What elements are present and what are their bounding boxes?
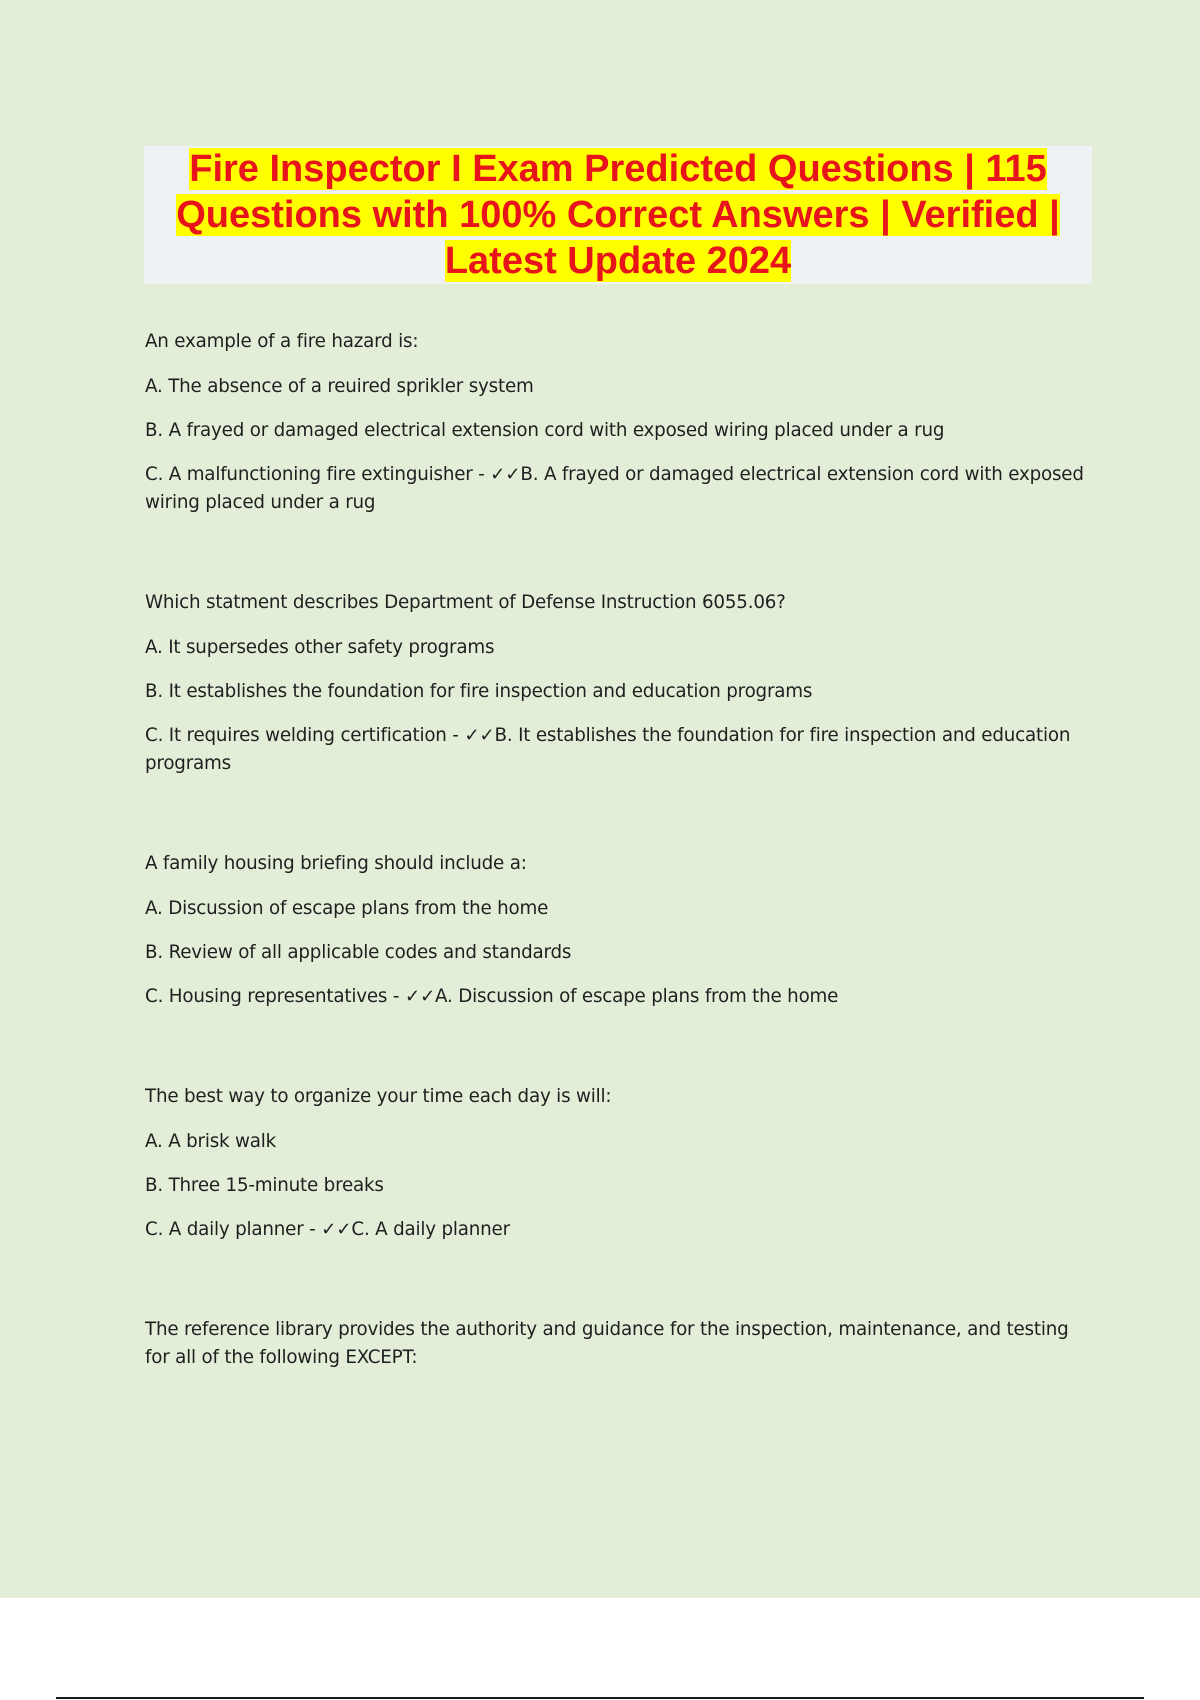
document-title [144, 146, 1092, 284]
answer-option-with-key: C. A daily planner - ✓✓C. A daily planner [145, 1219, 510, 1240]
question-stem: A family housing briefing should include a: [145, 853, 527, 874]
question-list [145, 328, 1095, 1444]
answer-option: B. Review of all applicable codes and standards [145, 942, 572, 963]
footer-divider [56, 1697, 1144, 1699]
title-line-1: Fire Inspector I Exam Predicted Questions | 115 [189, 148, 1047, 190]
question-stem: The reference library provides the authority and guidance for the inspection, maintenance, and testing for all of the following EXCEPT: [145, 1319, 1069, 1368]
question-stem: An example of a fire hazard is: [145, 331, 419, 352]
answer-option: A. It supersedes other safety programs [145, 637, 495, 658]
answer-option-with-key: C. It requires welding certification - ✓✓B. It establishes the foundation for fire inspection and education programs [145, 725, 1071, 774]
answer-option: B. A frayed or damaged electrical extension cord with exposed wiring placed under a rug [145, 420, 945, 441]
answer-option: A. The absence of a reuired sprikler system [145, 376, 534, 397]
answer-option: B. It establishes the foundation for fire inspection and education programs [145, 681, 813, 702]
answer-option: B. Three 15-minute breaks [145, 1175, 384, 1196]
question-block [145, 850, 1095, 1011]
question-stem: The best way to organize your time each day is will: [145, 1086, 612, 1107]
answer-option-with-key: C. Housing representatives - ✓✓A. Discussion of escape plans from the home [145, 986, 839, 1007]
question-stem: Which statment describes Department of Defense Instruction 6055.06? [145, 592, 786, 613]
question-block [145, 328, 1095, 517]
question-block [145, 1083, 1095, 1244]
title-line-3: Latest Update 2024 [444, 240, 792, 282]
answer-option-with-key: C. A malfunctioning fire extinguisher - ✓✓B. A frayed or damaged electrical extension cord with exposed wiring placed under a rug [145, 464, 1084, 513]
question-block [145, 589, 1095, 778]
title-line-2: Questions with 100% Correct Answers | Verified | [176, 194, 1060, 236]
answer-option: A. Discussion of escape plans from the home [145, 898, 549, 919]
answer-option: A. A brisk walk [145, 1131, 277, 1152]
question-block [145, 1316, 1095, 1372]
